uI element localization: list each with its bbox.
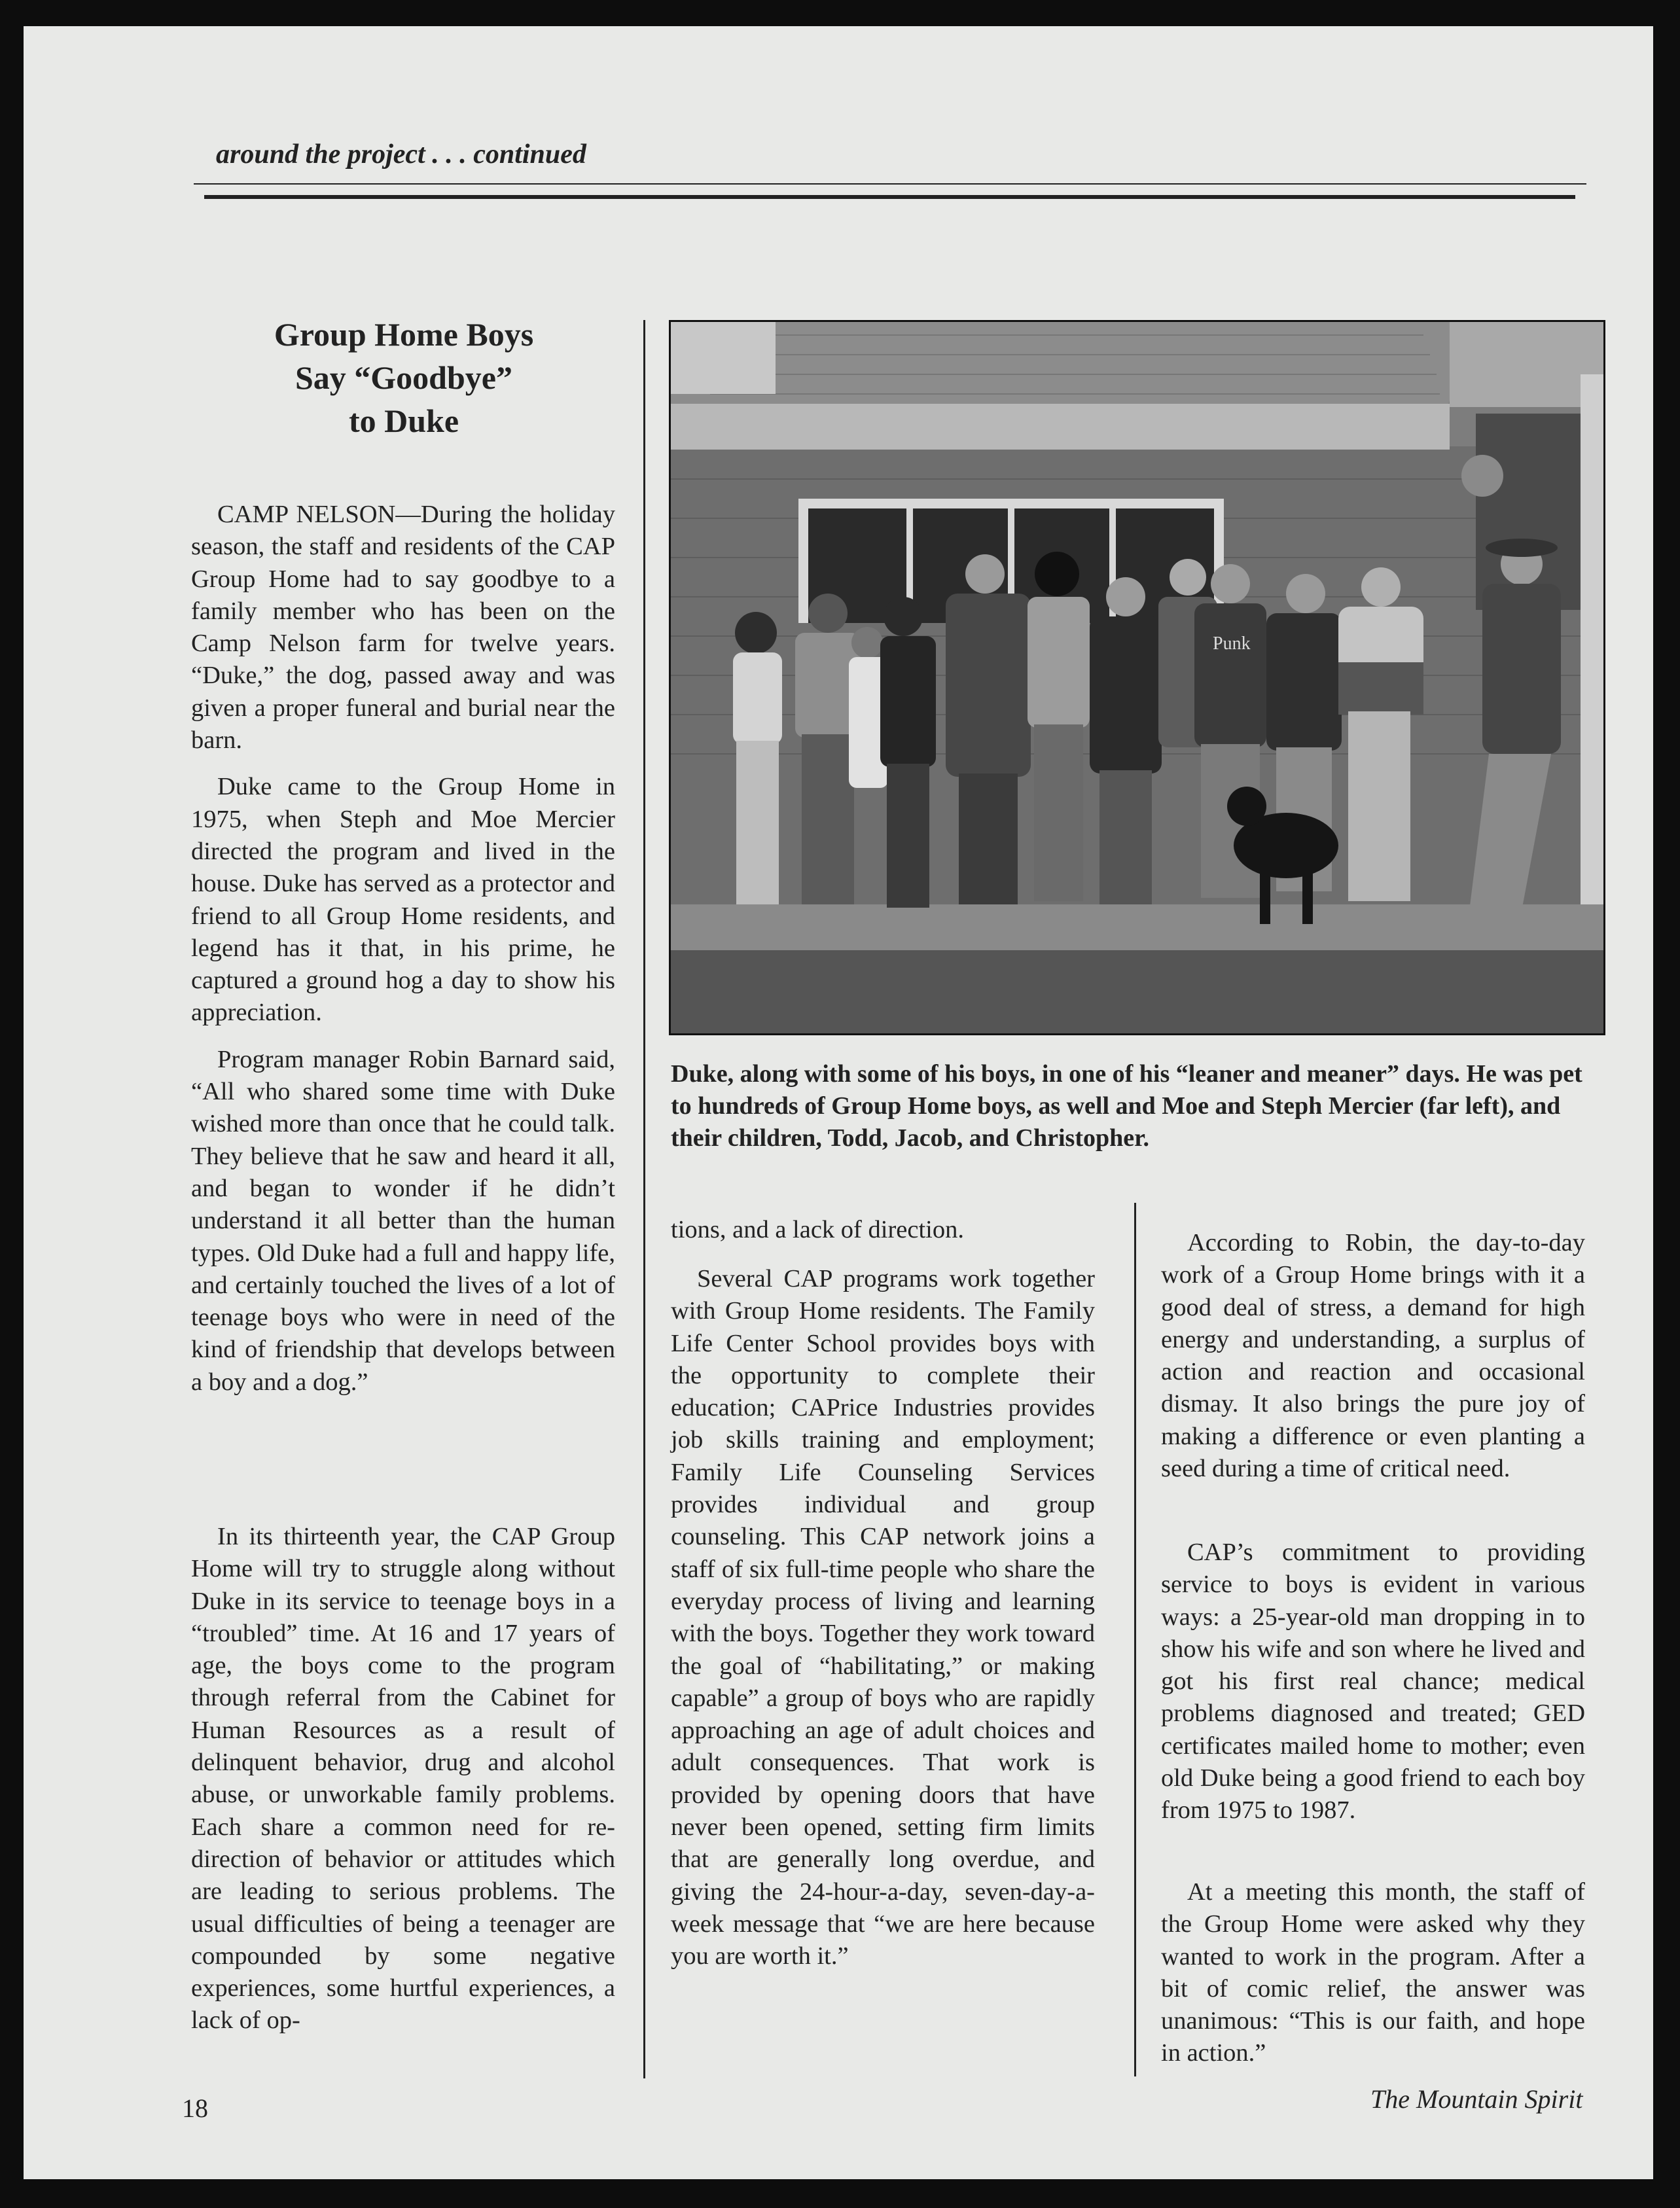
article-paragraph: At a meeting this month, the staff of the Group Home were asked why they wanted to work in the program. After a bit of comic relief, the answer was unanimous: “This is our faith, and hope in action.”	[1161, 1878, 1585, 2067]
group-photo	[669, 320, 1605, 1035]
column-1-lower	[191, 1521, 615, 2037]
group-photo-illustration	[671, 322, 1603, 1033]
column-2	[671, 1263, 1095, 1973]
article-paragraph: CAMP NELSON—During the holiday season, the staff and residents of the CAP Group Home had to say goodbye to a family member who has been on the Camp Nelson farm for twelve years. “Duke,” the dog, passed away and was given a proper funeral and burial near the barn.	[191, 501, 615, 755]
column-divider	[643, 320, 645, 2078]
article-paragraph: According to Robin, the day-to-day work of a Group Home brings with it a good deal of stress, a demand for high energy and understanding, a surplus of action and reaction and occasional dismay. It also brings the pure joy of making a difference or even planting a seed during a time of critical need.	[1161, 1229, 1585, 1483]
page-number: 18	[182, 2093, 208, 2123]
article-title-line: Group Home Boys	[274, 316, 534, 353]
article-title-line: Say “Goodbye”	[295, 359, 512, 396]
article-title	[191, 313, 617, 442]
article-paragraph: Several CAP programs work together with Group Home residents. The Family Life Center School provides boys with the opportunity to complete their education; CAPrice Industries provides job skills training and employment; Family Life Counseling Services provides individual and group counseling. This CAP network joins a staff of six full-time people who share the everyday process of living and learning with the boys. Together they work toward the goal of “habilitating,” or making capable” a group of boys who are rapidly approaching an age of adult choices and adult consequences. That work is provided by opening doors that have never been opened, setting firm limits that are generally long overdue, and giving the 24-hour-a-day, seven-day-a-week message that “we are here because you are worth it.”	[671, 1265, 1095, 1970]
column-2-top	[671, 1214, 1095, 1246]
column-1-upper	[191, 499, 615, 1398]
column-3-bottom	[1161, 1876, 1585, 2070]
header-rule-thin	[194, 183, 1586, 185]
article-paragraph: Duke came to the Group Home in 1975, when Steph and Moe Mercier directed the program and lived in the house. Duke has served as a protector and friend to all Group Home residents, and legend has it that, in his prime, he captured a ground hog a day to show his appreciation.	[191, 773, 615, 1027]
article-paragraph: CAP’s commitment to providing service to boys is evident in various ways: a 25-year-old man dropping in to show his wife and son where he lived and got his first real chance; medical problems diagnosed and treated; GED certificates mailed home to mother; even old Duke being a good friend to each boy from 1975 to 1987.	[1161, 1539, 1585, 1825]
photo-caption: Duke, along with some of his boys, in one of his “leaner and meaner” days. He was pet to hundreds of Group Home boys, as well and Moe and Steph Mercier (far left), and their children, Todd, Jacob, and Christopher.	[671, 1060, 1582, 1152]
publication-name: The Mountain Spirit	[1370, 2084, 1583, 2114]
column-3	[1161, 1227, 1585, 1485]
article-title-line: to Duke	[348, 402, 459, 439]
section-header: around the project . . . continued	[216, 139, 586, 169]
column-3-middle	[1161, 1537, 1585, 1827]
article-paragraph-continuation: tions, and a lack of direction.	[671, 1216, 964, 1243]
header-rule-thick	[204, 195, 1575, 199]
article-paragraph: Program manager Robin Barnard said, “All who shared some time with Duke wished more than once that he could talk. They believe that he saw and heard it all, and began to wonder if he didn’t understand it all better than the human types. Old Duke had a full and happy life, and certainly touched the lives of a lot of teenage boys who were in need of the kind of friendship that develops between a boy and a dog.”	[191, 1045, 615, 1396]
article-paragraph: In its thirteenth year, the CAP Group Home will try to struggle along without Duke in its service to teenage boys in a “troubled” time. At 16 and 17 years of age, the boys come to the program through referral from the Cabinet for Human Resources as a result of delinquent behavior, drug and alcohol abuse, or unworkable family problems. Each share a common need for re-direction of behavior or attitudes which are leading to serious problems. The usual difficulties of being a teenager are compounded by some negative experiences, some hurtful experiences, a lack of op-	[191, 1523, 615, 2035]
column-divider	[1134, 1203, 1136, 2076]
punk-shirt-text: Punk	[1213, 633, 1251, 654]
